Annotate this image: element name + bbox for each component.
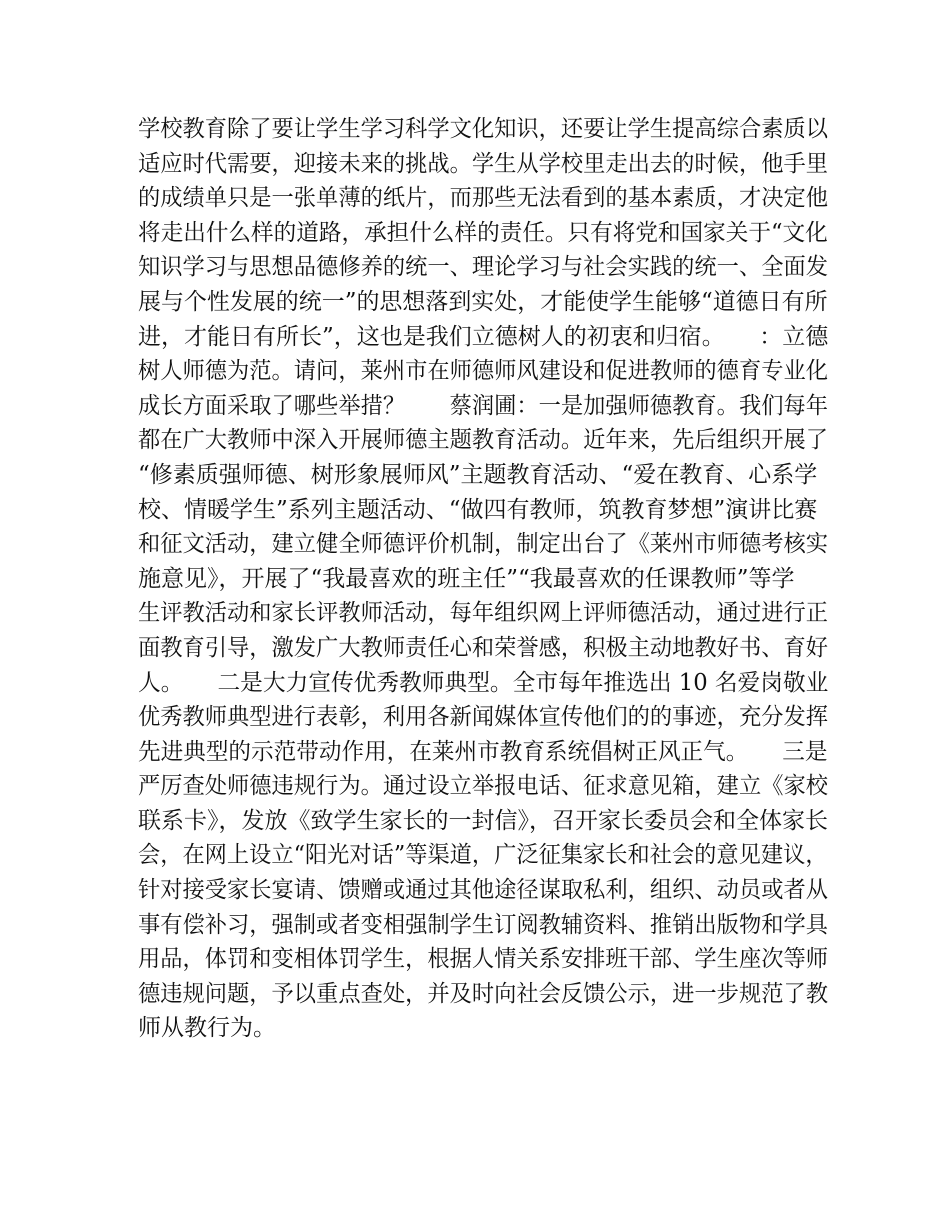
text-line: 知识学习与思想品德修养的统一、理论学习与社会实践的统一、全面发 [138, 254, 828, 281]
text-line: 用品，体罚和变相体罚学生，根据人情关系安排班干部、学生座次等师 [138, 946, 828, 973]
text-line: 展与个性发展的统一”的思想落到实处，才能使学生能够“道德日有所 [138, 288, 828, 315]
text-line: 师从教行为。 [138, 1015, 276, 1042]
text-line: 学校教育除了要让学生学习科学文化知识，还要让学生提高综合素质以 [138, 116, 828, 142]
text-line: 施意见》，开展了“我最喜欢的班主任”“我最喜欢的任课教师”等学 [138, 565, 795, 592]
text-line: 和征文活动，建立健全师德评价机制，制定出台了《莱州市师德考核实 [138, 531, 828, 558]
text-line: 生评教活动和家长评教师活动，每年组织网上评师德活动，通过进行正 [138, 600, 828, 627]
text-line: 校、情暖学生”系列主题活动、“做四有教师，筑教育梦想”演讲比赛 [138, 496, 818, 523]
text-line: 联系卡》，发放《致学生家长的一封信》，召开家长委员会和全体家长 [138, 807, 828, 834]
text-line: “修素质强师德、树形象展师风”主题教育活动、“爱在教育、心系学 [138, 461, 818, 488]
text-line: 适应时代需要，迎接未来的挑战。学生从学校里走出去的时候，他手里 [138, 150, 828, 177]
text-line: 的成绩单只是一张单薄的纸片，而那些无法看到的基本素质，才决定他 [138, 185, 828, 212]
text-line: 会，在网上设立“阳光对话”等渠道，广泛征集家长和社会的意见建议， [138, 842, 828, 869]
text-line: 面教育引导，激发广大教师责任心和荣誉感，积极主动地教好书、育好 [138, 634, 828, 661]
text-line: 先进典型的示范带动作用，在莱州市教育系统倡树正风正气。 三是 [138, 738, 828, 765]
body-text [138, 112, 828, 1046]
text-line: 人。 二是大力宣传优秀教师典型。全市每年推选出 10 名爱岗敬业 [138, 669, 829, 696]
text-line: 进，才能日有所长”，这也是我们立德树人的初衷和归宿。 ：立德 [138, 323, 829, 350]
text-line: 德违规问题，予以重点查处，并及时向社会反馈公示，进一步规范了教 [138, 980, 828, 1007]
text-line: 都在广大教师中深入开展师德主题教育活动。近年来，先后组织开展了 [138, 427, 828, 454]
text-line: 将走出什么样的道路，承担什么样的责任。只有将党和国家关于“文化 [138, 219, 828, 246]
text-line: 事有偿补习，强制或者变相强制学生订阅教辅资料、推销出版物和学具 [138, 911, 828, 938]
text-line: 成长方面采取了哪些举措？ 蔡润圃：一是加强师德教育。我们每年 [138, 392, 828, 419]
text-line: 优秀教师典型进行表彰，利用各新闻媒体宣传他们的的事迹，充分发挥 [138, 704, 828, 731]
text-line: 针对接受家长宴请、馈赠或通过其他途径谋取私利，组织、动员或者从 [138, 877, 828, 904]
text-line: 严厉查处师德违规行为。通过设立举报电话、征求意见箱，建立《家校 [138, 773, 828, 800]
text-line: 树人师德为范。请问，莱州市在师德师风建设和促进教师的德育专业化 [138, 358, 828, 385]
